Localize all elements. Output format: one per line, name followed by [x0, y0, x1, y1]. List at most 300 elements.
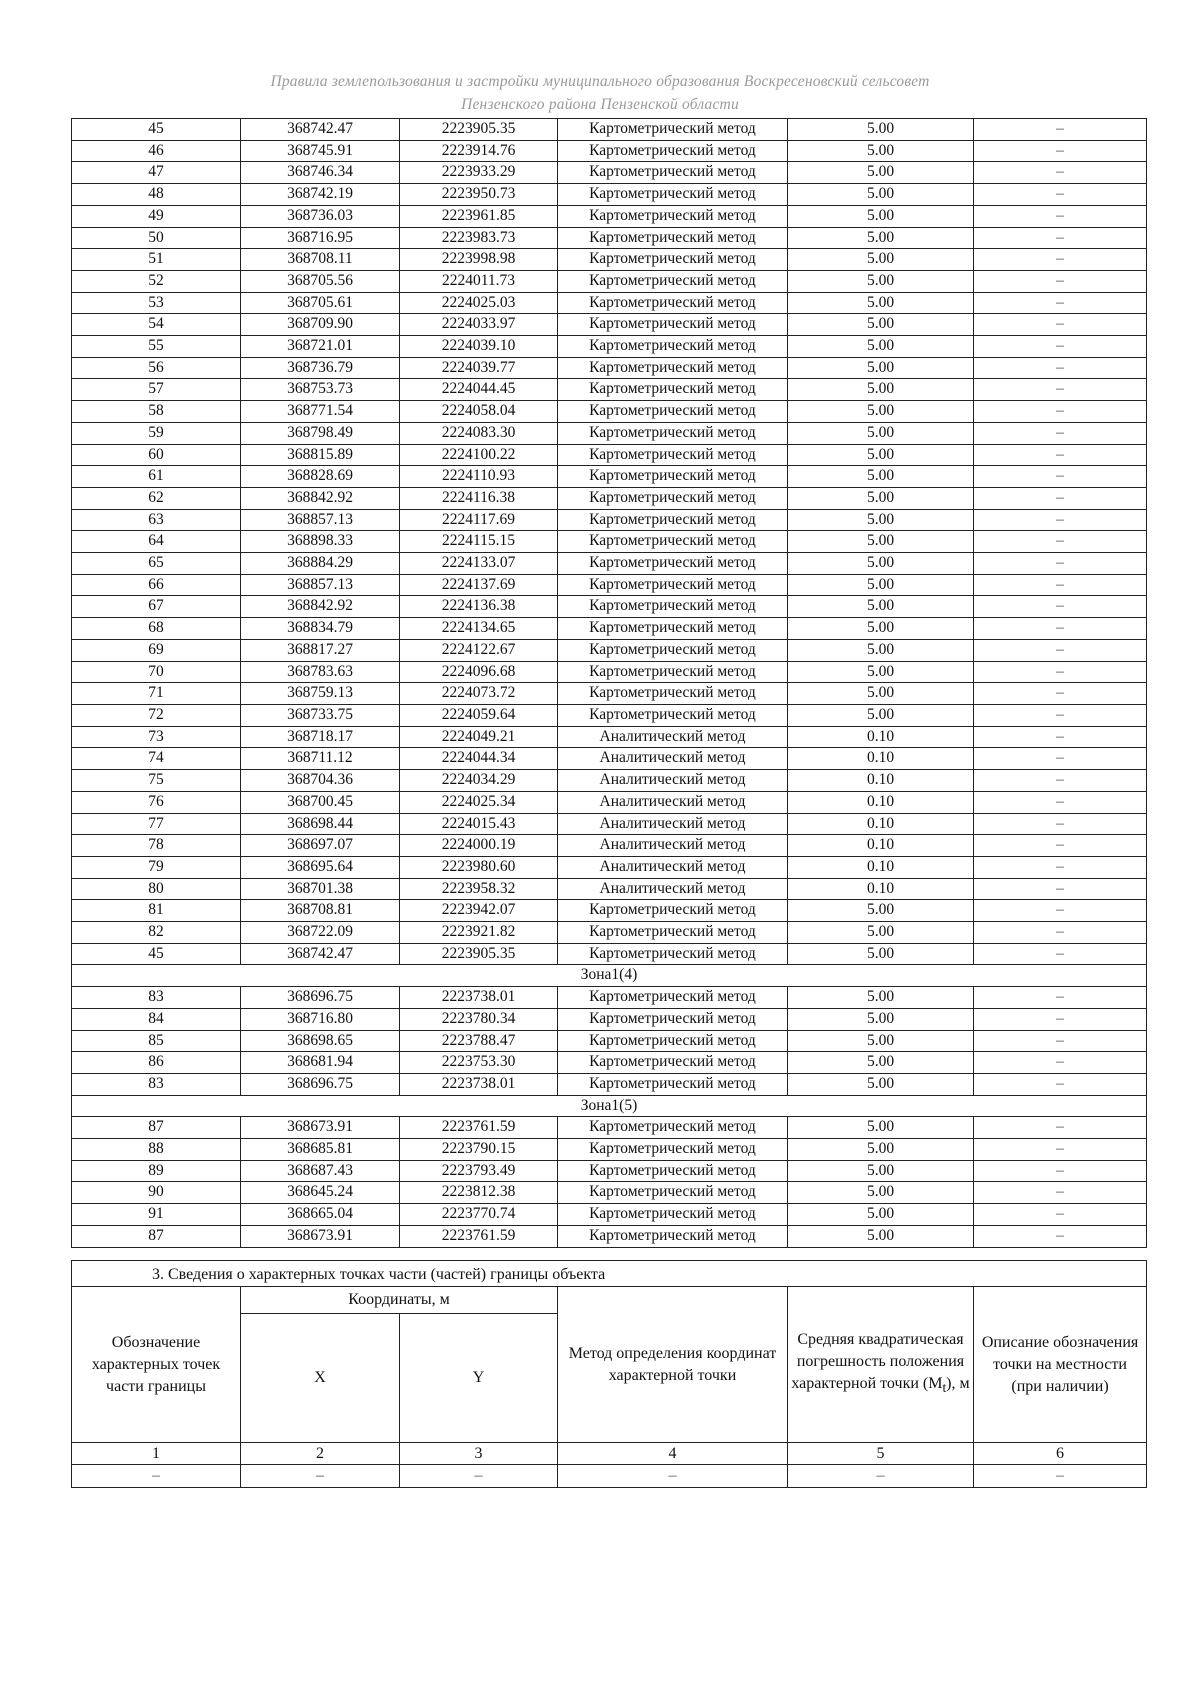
- description-cell: –: [974, 119, 1147, 141]
- coordinate-x-cell: 368745.91: [241, 140, 400, 162]
- coordinate-x-cell: 368681.94: [241, 1052, 400, 1074]
- method-cell: Картометрический метод: [558, 422, 788, 444]
- method-cell: Картометрический метод: [558, 900, 788, 922]
- description-cell: –: [974, 791, 1147, 813]
- coordinate-x-cell: 368645.24: [241, 1182, 400, 1204]
- method-cell: Картометрический метод: [558, 162, 788, 184]
- header-error-text: Средняя квадратическая погрешность положения характерной точки (M: [791, 1331, 965, 1393]
- method-cell: Аналитический метод: [558, 835, 788, 857]
- point-number-cell: 55: [72, 336, 241, 358]
- coordinate-y-cell: 2223914.76: [400, 140, 558, 162]
- point-number-cell: 80: [72, 878, 241, 900]
- point-number-cell: 90: [72, 1182, 241, 1204]
- method-cell: Картометрический метод: [558, 1117, 788, 1139]
- coordinate-y-cell: 2224058.04: [400, 401, 558, 423]
- coordinate-y-cell: 2224122.67: [400, 639, 558, 661]
- description-cell: –: [974, 618, 1147, 640]
- description-cell: –: [974, 1139, 1147, 1161]
- point-number-cell: 72: [72, 704, 241, 726]
- table-row: [72, 553, 1147, 575]
- table-row: [72, 987, 1147, 1009]
- coordinate-x-cell: 368733.75: [241, 704, 400, 726]
- description-cell: –: [974, 292, 1147, 314]
- description-cell: –: [974, 943, 1147, 965]
- table-row: [72, 466, 1147, 488]
- error-value-cell: 5.00: [788, 205, 974, 227]
- document-running-header-line2: Пензенского района Пензенской области: [461, 96, 739, 113]
- error-value-cell: 5.00: [788, 531, 974, 553]
- point-number-cell: 71: [72, 683, 241, 705]
- point-number-cell: 64: [72, 531, 241, 553]
- description-cell: –: [974, 704, 1147, 726]
- coordinate-x-cell: 368736.79: [241, 357, 400, 379]
- coordinate-y-cell: 2223753.30: [400, 1052, 558, 1074]
- table-row: [72, 422, 1147, 444]
- coordinate-x-cell: 368857.13: [241, 509, 400, 531]
- coordinate-y-cell: 2223738.01: [400, 987, 558, 1009]
- coordinate-y-cell: 2224049.21: [400, 726, 558, 748]
- description-cell: –: [974, 205, 1147, 227]
- coordinate-x-cell: 368705.61: [241, 292, 400, 314]
- method-cell: Картометрический метод: [558, 1182, 788, 1204]
- method-cell: Аналитический метод: [558, 813, 788, 835]
- description-cell: –: [974, 184, 1147, 206]
- coordinate-y-cell: 2224134.65: [400, 618, 558, 640]
- description-cell: –: [974, 509, 1147, 531]
- error-value-cell: 5.00: [788, 509, 974, 531]
- error-value-cell: 5.00: [788, 227, 974, 249]
- description-cell: –: [974, 270, 1147, 292]
- point-number-cell: 57: [72, 379, 241, 401]
- coordinate-x-cell: 368759.13: [241, 683, 400, 705]
- description-cell: –: [974, 1182, 1147, 1204]
- coordinate-x-cell: 368708.81: [241, 900, 400, 922]
- error-value-cell: 0.10: [788, 835, 974, 857]
- method-cell: Картометрический метод: [558, 184, 788, 206]
- header-y: Y: [400, 1314, 558, 1443]
- description-cell: –: [974, 1160, 1147, 1182]
- method-cell: Картометрический метод: [558, 683, 788, 705]
- coordinate-x-cell: 368698.65: [241, 1030, 400, 1052]
- point-number-cell: 69: [72, 639, 241, 661]
- coordinate-x-cell: 368704.36: [241, 770, 400, 792]
- coordinate-y-cell: 2224100.22: [400, 444, 558, 466]
- table-row: [72, 270, 1147, 292]
- method-cell: Аналитический метод: [558, 791, 788, 813]
- coordinate-x-cell: 368687.43: [241, 1160, 400, 1182]
- point-number-cell: 45: [72, 943, 241, 965]
- empty-cell: –: [558, 1465, 788, 1488]
- table-row: [72, 922, 1147, 944]
- coordinate-x-cell: 368742.47: [241, 943, 400, 965]
- coordinate-x-cell: 368898.33: [241, 531, 400, 553]
- description-cell: –: [974, 900, 1147, 922]
- coordinate-x-cell: 368697.07: [241, 835, 400, 857]
- table-row: [72, 1117, 1147, 1139]
- table-row: [72, 770, 1147, 792]
- coordinate-y-cell: 2224115.15: [400, 531, 558, 553]
- error-value-cell: 5.00: [788, 704, 974, 726]
- coordinate-x-cell: 368746.34: [241, 162, 400, 184]
- point-number-cell: 46: [72, 140, 241, 162]
- coordinate-x-cell: 368815.89: [241, 444, 400, 466]
- method-cell: Картометрический метод: [558, 205, 788, 227]
- error-value-cell: 5.00: [788, 661, 974, 683]
- table-row: [72, 1182, 1147, 1204]
- error-value-cell: 5.00: [788, 379, 974, 401]
- point-number-cell: 86: [72, 1052, 241, 1074]
- point-number-cell: 77: [72, 813, 241, 835]
- coordinate-y-cell: 2223983.73: [400, 227, 558, 249]
- description-cell: –: [974, 639, 1147, 661]
- coordinate-x-cell: 368695.64: [241, 856, 400, 878]
- error-value-cell: 0.10: [788, 726, 974, 748]
- coordinate-y-cell: 2224116.38: [400, 487, 558, 509]
- error-value-cell: 5.00: [788, 1073, 974, 1095]
- coordinate-x-cell: 368665.04: [241, 1204, 400, 1226]
- coordinate-x-cell: 368696.75: [241, 987, 400, 1009]
- point-number-cell: 54: [72, 314, 241, 336]
- point-number-cell: 51: [72, 249, 241, 271]
- table-row: [72, 314, 1147, 336]
- coordinate-y-cell: 2223761.59: [400, 1225, 558, 1247]
- zone-a-rows: [72, 119, 1147, 965]
- error-value-cell: 0.10: [788, 813, 974, 835]
- coordinate-x-cell: 368798.49: [241, 422, 400, 444]
- coordinate-y-cell: 2224000.19: [400, 835, 558, 857]
- point-number-cell: 50: [72, 227, 241, 249]
- table-row: [72, 943, 1147, 965]
- method-cell: Картометрический метод: [558, 553, 788, 575]
- description-cell: –: [974, 726, 1147, 748]
- header-error-unit: ), м: [946, 1375, 970, 1393]
- description-cell: –: [974, 249, 1147, 271]
- point-number-cell: 45: [72, 119, 241, 141]
- empty-cell: –: [788, 1465, 974, 1488]
- coordinate-y-cell: 2224025.03: [400, 292, 558, 314]
- description-cell: –: [974, 466, 1147, 488]
- description-cell: –: [974, 1030, 1147, 1052]
- coordinate-x-cell: 368708.11: [241, 249, 400, 271]
- method-cell: Аналитический метод: [558, 878, 788, 900]
- point-number-cell: 58: [72, 401, 241, 423]
- method-cell: Картометрический метод: [558, 466, 788, 488]
- table-row: [72, 1139, 1147, 1161]
- method-cell: Картометрический метод: [558, 596, 788, 618]
- description-cell: –: [974, 487, 1147, 509]
- coordinate-y-cell: 2223905.35: [400, 943, 558, 965]
- description-cell: –: [974, 987, 1147, 1009]
- description-cell: –: [974, 856, 1147, 878]
- error-value-cell: 5.00: [788, 1204, 974, 1226]
- table-row: [72, 1008, 1147, 1030]
- method-cell: Картометрический метод: [558, 119, 788, 141]
- method-cell: Картометрический метод: [558, 1030, 788, 1052]
- zone-row: [72, 965, 1147, 987]
- table-row: [72, 357, 1147, 379]
- error-value-cell: 5.00: [788, 466, 974, 488]
- method-cell: Картометрический метод: [558, 987, 788, 1009]
- description-cell: –: [974, 835, 1147, 857]
- header-x: X: [241, 1314, 400, 1443]
- method-cell: Картометрический метод: [558, 401, 788, 423]
- coordinate-x-cell: 368842.92: [241, 596, 400, 618]
- coordinate-x-cell: 368696.75: [241, 1073, 400, 1095]
- description-cell: –: [974, 379, 1147, 401]
- coordinate-x-cell: 368705.56: [241, 270, 400, 292]
- description-cell: –: [974, 227, 1147, 249]
- coordinate-x-cell: 368857.13: [241, 574, 400, 596]
- coordinate-y-cell: 2224083.30: [400, 422, 558, 444]
- coordinate-y-cell: 2224011.73: [400, 270, 558, 292]
- coordinate-y-cell: 2223958.32: [400, 878, 558, 900]
- point-number-cell: 87: [72, 1117, 241, 1139]
- coordinate-x-cell: 368698.44: [241, 813, 400, 835]
- error-value-cell: 5.00: [788, 1182, 974, 1204]
- error-value-cell: 5.00: [788, 1008, 974, 1030]
- method-cell: Картометрический метод: [558, 1139, 788, 1161]
- method-cell: Картометрический метод: [558, 292, 788, 314]
- coordinate-y-cell: 2223942.07: [400, 900, 558, 922]
- table-row: [72, 639, 1147, 661]
- error-value-cell: 5.00: [788, 140, 974, 162]
- coordinate-y-cell: 2223738.01: [400, 1073, 558, 1095]
- error-value-cell: 5.00: [788, 1117, 974, 1139]
- empty-cell: –: [72, 1465, 241, 1488]
- coordinate-x-cell: 368700.45: [241, 791, 400, 813]
- coordinate-x-cell: 368742.47: [241, 119, 400, 141]
- error-value-cell: 5.00: [788, 900, 974, 922]
- coordinate-x-cell: 368709.90: [241, 314, 400, 336]
- empty-cell: –: [974, 1465, 1147, 1488]
- table-row: [72, 119, 1147, 141]
- point-number-cell: 83: [72, 987, 241, 1009]
- error-value-cell: 0.10: [788, 770, 974, 792]
- column-number: 4: [558, 1443, 788, 1465]
- description-cell: –: [974, 1008, 1147, 1030]
- method-cell: Картометрический метод: [558, 444, 788, 466]
- column-number: 3: [400, 1443, 558, 1465]
- table-row: [72, 444, 1147, 466]
- coordinate-y-cell: 2224044.45: [400, 379, 558, 401]
- error-value-cell: 5.00: [788, 943, 974, 965]
- method-cell: Картометрический метод: [558, 140, 788, 162]
- column-number: 5: [788, 1443, 974, 1465]
- description-cell: –: [974, 813, 1147, 835]
- method-cell: Картометрический метод: [558, 314, 788, 336]
- header-description: Описание обозначения точки на местности (при наличии): [974, 1287, 1147, 1443]
- coordinate-x-cell: 368716.80: [241, 1008, 400, 1030]
- description-cell: –: [974, 596, 1147, 618]
- table-row: [72, 227, 1147, 249]
- document-running-header-line1: Правила землепользования и застройки муниципального образования Воскресеновский сельсовет: [270, 73, 930, 90]
- table-row: [72, 661, 1147, 683]
- description-cell: –: [974, 574, 1147, 596]
- error-value-cell: 5.00: [788, 639, 974, 661]
- method-cell: Картометрический метод: [558, 270, 788, 292]
- zone-row: [72, 1095, 1147, 1117]
- table-row: [72, 813, 1147, 835]
- table-row: [72, 140, 1147, 162]
- method-cell: Картометрический метод: [558, 704, 788, 726]
- table-row: [72, 856, 1147, 878]
- method-cell: Картометрический метод: [558, 574, 788, 596]
- point-number-cell: 70: [72, 661, 241, 683]
- method-cell: Аналитический метод: [558, 856, 788, 878]
- coordinate-x-cell: 368834.79: [241, 618, 400, 640]
- method-cell: Картометрический метод: [558, 227, 788, 249]
- table-row: [72, 748, 1147, 770]
- column-number: 2: [241, 1443, 400, 1465]
- error-value-cell: 5.00: [788, 596, 974, 618]
- point-number-cell: 60: [72, 444, 241, 466]
- error-value-cell: 5.00: [788, 987, 974, 1009]
- coordinate-y-cell: 2223950.73: [400, 184, 558, 206]
- method-cell: Картометрический метод: [558, 943, 788, 965]
- table-row: [72, 401, 1147, 423]
- error-value-cell: 5.00: [788, 1030, 974, 1052]
- description-cell: –: [974, 1225, 1147, 1247]
- method-cell: Аналитический метод: [558, 770, 788, 792]
- coordinate-x-cell: 368673.91: [241, 1225, 400, 1247]
- header-coordinates: Координаты, м: [241, 1287, 558, 1314]
- table-row: [72, 574, 1147, 596]
- table-row: [72, 184, 1147, 206]
- table-row: [72, 1030, 1147, 1052]
- error-value-cell: 0.10: [788, 878, 974, 900]
- coordinate-y-cell: 2224096.68: [400, 661, 558, 683]
- point-number-cell: 63: [72, 509, 241, 531]
- method-cell: Картометрический метод: [558, 922, 788, 944]
- coordinate-y-cell: 2223905.35: [400, 119, 558, 141]
- table-row: [72, 379, 1147, 401]
- table-row: [72, 704, 1147, 726]
- coordinate-y-cell: 2224137.69: [400, 574, 558, 596]
- coordinate-y-cell: 2224136.38: [400, 596, 558, 618]
- point-number-cell: 88: [72, 1139, 241, 1161]
- error-value-cell: 5.00: [788, 184, 974, 206]
- coordinate-y-cell: 2224015.43: [400, 813, 558, 835]
- table-row: [72, 1073, 1147, 1095]
- column-number: 6: [974, 1443, 1147, 1465]
- description-cell: –: [974, 336, 1147, 358]
- point-number-cell: 66: [72, 574, 241, 596]
- description-cell: –: [974, 357, 1147, 379]
- coordinate-x-cell: 368742.19: [241, 184, 400, 206]
- table-row: [72, 292, 1147, 314]
- table-row: [72, 1225, 1147, 1247]
- description-cell: –: [974, 1052, 1147, 1074]
- table-row: [72, 596, 1147, 618]
- coordinate-x-cell: 368685.81: [241, 1139, 400, 1161]
- coordinate-x-cell: 368771.54: [241, 401, 400, 423]
- coordinate-y-cell: 2223921.82: [400, 922, 558, 944]
- error-value-cell: 5.00: [788, 422, 974, 444]
- method-cell: Картометрический метод: [558, 639, 788, 661]
- header-method: Метод определения координат характерной точки: [558, 1287, 788, 1443]
- point-number-cell: 78: [72, 835, 241, 857]
- error-value-cell: 5.00: [788, 1160, 974, 1182]
- description-cell: –: [974, 770, 1147, 792]
- error-value-cell: 0.10: [788, 856, 974, 878]
- point-number-cell: 79: [72, 856, 241, 878]
- point-number-cell: 76: [72, 791, 241, 813]
- description-cell: –: [974, 922, 1147, 944]
- error-value-cell: 5.00: [788, 1225, 974, 1247]
- coordinate-y-cell: 2223780.34: [400, 1008, 558, 1030]
- coordinate-y-cell: 2223788.47: [400, 1030, 558, 1052]
- error-value-cell: 5.00: [788, 553, 974, 575]
- table-row: [72, 487, 1147, 509]
- point-number-cell: 81: [72, 900, 241, 922]
- method-cell: Картометрический метод: [558, 1008, 788, 1030]
- method-cell: Аналитический метод: [558, 726, 788, 748]
- coordinate-y-cell: 2223998.98: [400, 249, 558, 271]
- table-row: [72, 618, 1147, 640]
- point-number-cell: 68: [72, 618, 241, 640]
- table-row: [72, 835, 1147, 857]
- description-cell: –: [974, 314, 1147, 336]
- point-number-cell: 89: [72, 1160, 241, 1182]
- coordinate-x-cell: 368842.92: [241, 487, 400, 509]
- coordinate-x-cell: 368736.03: [241, 205, 400, 227]
- section3-title: 3. Сведения о характерных точках части (частей) границы объекта: [72, 1261, 1147, 1287]
- coordinate-x-cell: 368722.09: [241, 922, 400, 944]
- coordinate-y-cell: 2224059.64: [400, 704, 558, 726]
- zone-label: Зона1(4): [72, 965, 1147, 987]
- table-row: [72, 249, 1147, 271]
- coordinate-y-cell: 2224025.34: [400, 791, 558, 813]
- error-value-cell: 5.00: [788, 487, 974, 509]
- coordinate-y-cell: 2224044.34: [400, 748, 558, 770]
- error-value-cell: 5.00: [788, 922, 974, 944]
- zone-c-rows: [72, 1117, 1147, 1247]
- coordinate-y-cell: 2224133.07: [400, 553, 558, 575]
- description-cell: –: [974, 1204, 1147, 1226]
- point-number-cell: 52: [72, 270, 241, 292]
- description-cell: –: [974, 531, 1147, 553]
- method-cell: Аналитический метод: [558, 748, 788, 770]
- error-value-cell: 5.00: [788, 683, 974, 705]
- zone-label: Зона1(5): [72, 1095, 1147, 1117]
- table-row: [72, 205, 1147, 227]
- error-value-cell: 5.00: [788, 162, 974, 184]
- coordinate-x-cell: 368718.17: [241, 726, 400, 748]
- coordinate-y-cell: 2223790.15: [400, 1139, 558, 1161]
- column-number: 1: [72, 1443, 241, 1465]
- method-cell: Картометрический метод: [558, 487, 788, 509]
- coordinate-y-cell: 2224073.72: [400, 683, 558, 705]
- coordinate-x-cell: 368711.12: [241, 748, 400, 770]
- coordinate-y-cell: 2223961.85: [400, 205, 558, 227]
- method-cell: Картометрический метод: [558, 1073, 788, 1095]
- error-value-cell: 5.00: [788, 336, 974, 358]
- method-cell: Картометрический метод: [558, 249, 788, 271]
- table-row: [72, 900, 1147, 922]
- point-number-cell: 84: [72, 1008, 241, 1030]
- description-cell: –: [974, 553, 1147, 575]
- description-cell: –: [974, 878, 1147, 900]
- error-value-cell: 5.00: [788, 292, 974, 314]
- coordinate-x-cell: 368753.73: [241, 379, 400, 401]
- description-cell: –: [974, 162, 1147, 184]
- error-value-cell: 5.00: [788, 444, 974, 466]
- coordinate-y-cell: 2224117.69: [400, 509, 558, 531]
- coordinate-x-cell: 368721.01: [241, 336, 400, 358]
- description-cell: –: [974, 401, 1147, 423]
- method-cell: Картометрический метод: [558, 357, 788, 379]
- point-number-cell: 87: [72, 1225, 241, 1247]
